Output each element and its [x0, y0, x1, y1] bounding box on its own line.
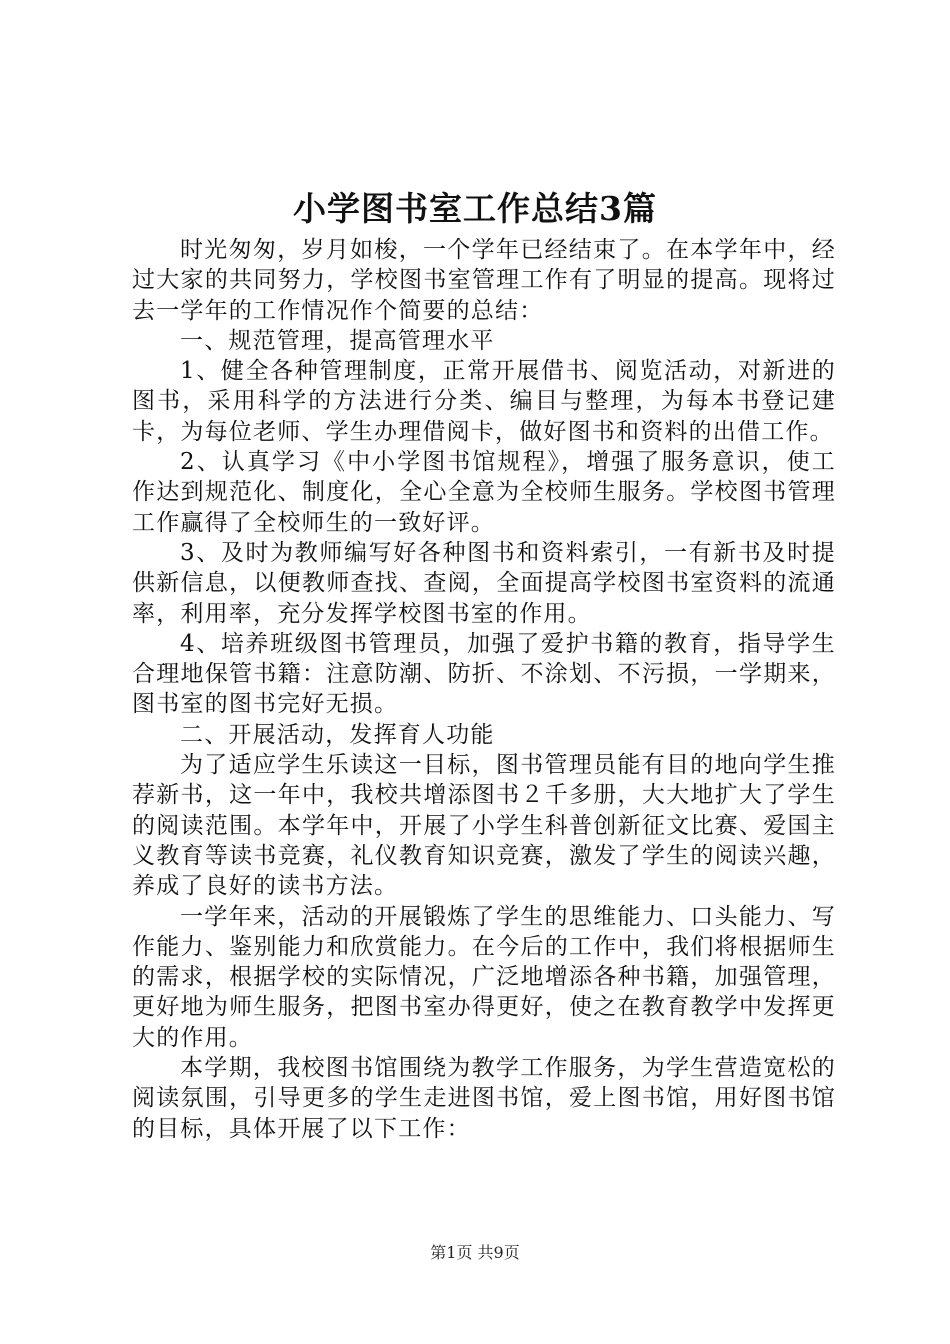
paragraph-item-3: 3、及时为教师编写好各种图书和资料索引，一有新书及时提供新信息，以便教师查找、查阅，全面提高学校图书室资料的流通率，利用率，充分发挥学校图书室的作用。 [132, 539, 836, 627]
paragraph-semester: 本学期，我校图书馆围绕为教学工作服务，为学生营造宽松的阅读氛围，引导更多的学生走进图书馆，爱上图书馆，用好图书馆的目标，具体开展了以下工作： [132, 1055, 836, 1142]
paragraph-item-2: 2、认真学习《中小学图书馆规程》，增强了服务意识，使工作达到规范化、制度化，全心全意为全校师生服务。学校图书管理工作赢得了全校师生的一致好评。 [132, 449, 836, 536]
document-title: 小学图书室工作总结3篇 [293, 189, 657, 228]
page-indicator: 第1页 共9页 [430, 1243, 520, 1262]
paragraph-summary: 一学年来，活动的开展锻炼了学生的思维能力、口头能力、写作能力、鉴别能力和欣赏能力。在今后的工作中，我们将根据师生的需求，根据学校的实际情况，广泛地增添各种书籍，加强管理，更好地为师生服务，把图书室办得更好，使之在教育教学中发挥更大的作用。 [132, 903, 836, 1051]
document-body [132, 235, 836, 1144]
paragraph-activities: 为了适应学生乐读这一目标，图书管理员能有目的地向学生推荐新书，这一年中，我校共增添图书２千多册，大大地扩大了学生的阅读范围。本学年中，开展了小学生科普创新征文比赛、爱国主义教育等读书竞赛，礼仪教育知识竞赛，激发了学生的阅读兴趣，养成了良好的读书方法。 [132, 752, 836, 900]
section-heading-2: 二、开展活动，发挥育人功能 [180, 721, 495, 748]
section-heading-1: 一、规范管理，提高管理水平 [180, 327, 495, 354]
paragraph-intro: 时光匆匆，岁月如梭，一个学年已经结束了。在本学年中，经过大家的共同努力，学校图书室管理工作有了明显的提高。现将过去一学年的工作情况作个简要的总结： [132, 237, 836, 324]
paragraph-item-4: 4、培养班级图书管理员，加强了爱护书籍的教育，指导学生合理地保管书籍：注意防潮、防折、不涂划、不污损，一学期来，图书室的图书完好无损。 [132, 630, 836, 718]
paragraph-item-1: 1、健全各种管理制度，正常开展借书、阅览活动，对新进的图书，采用科学的方法进行分类、编目与整理，为每本书登记建卡，为每位老师、学生办理借阅卡，做好图书和资料的出借工作。 [132, 358, 836, 445]
